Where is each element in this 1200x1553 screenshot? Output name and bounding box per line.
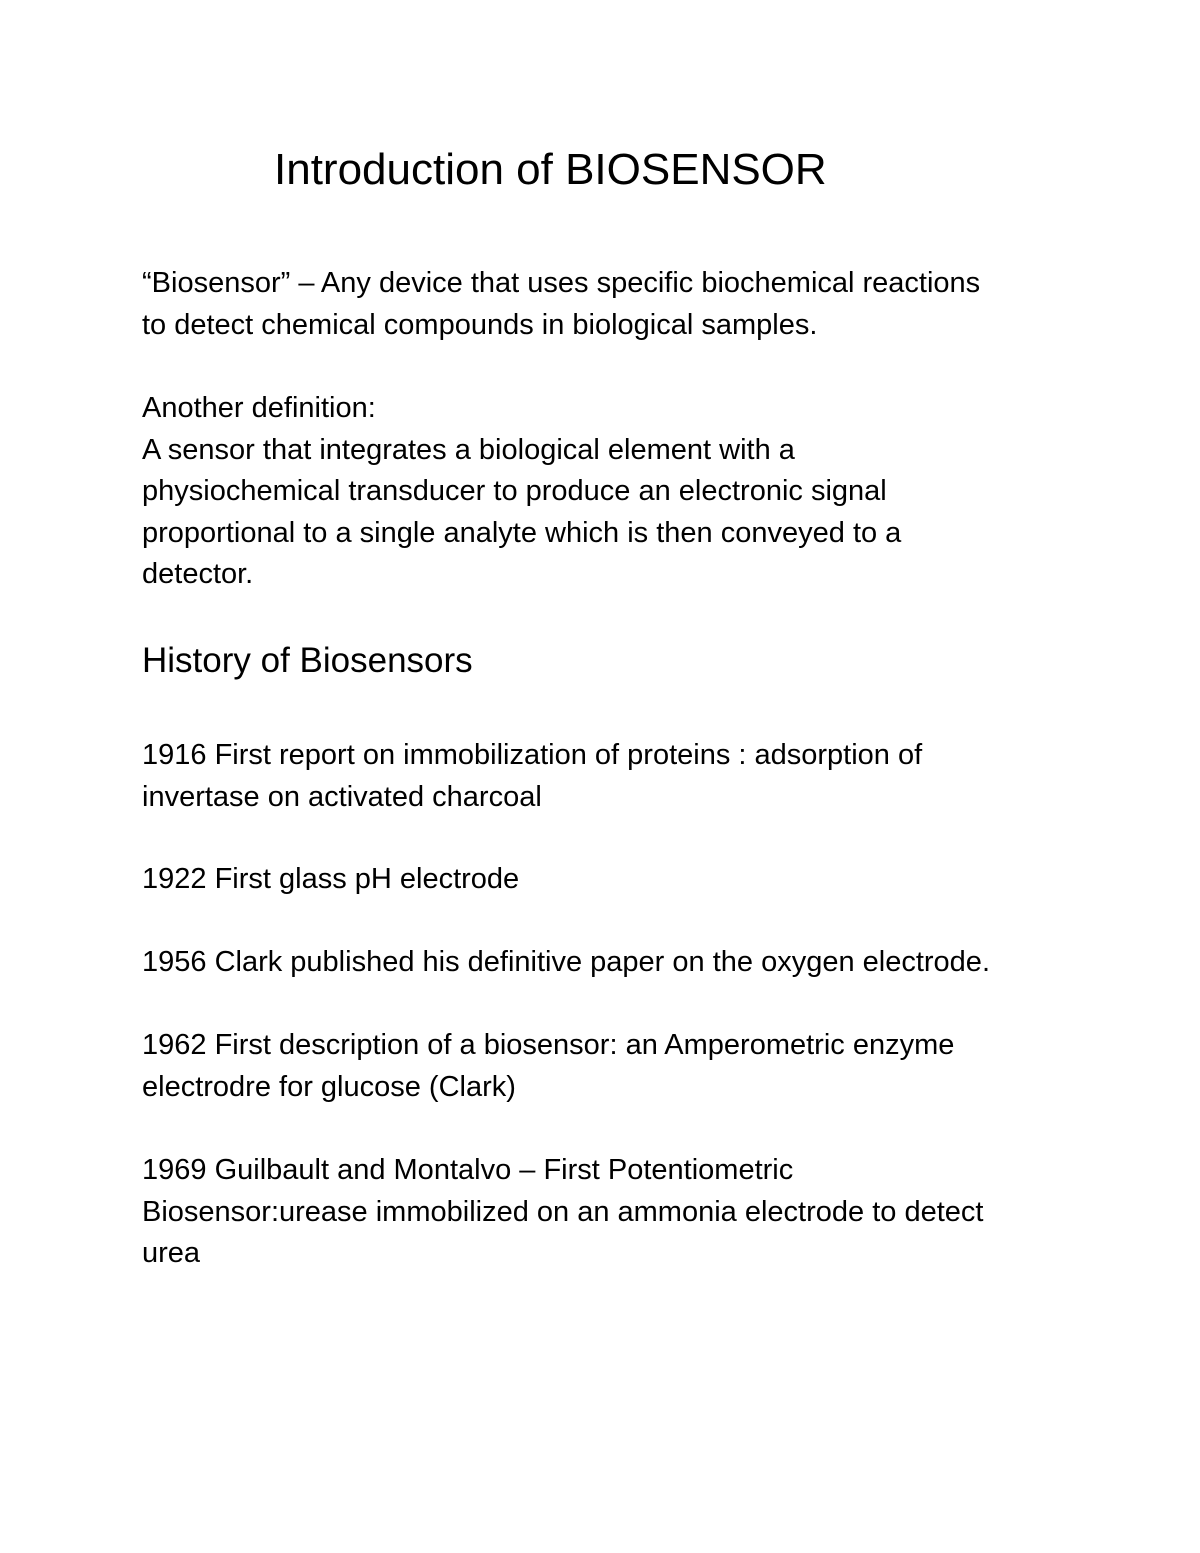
another-definition-paragraph (142, 388, 1102, 596)
another-definition-label: Another definition: (142, 392, 376, 424)
history-entry-line: electrodre for glucose (Clark) (142, 1070, 516, 1103)
definition-line: to detect chemical compounds in biological samples. (142, 308, 818, 341)
history-entry-1922 (142, 859, 1102, 901)
history-heading: History of Biosensors (142, 641, 473, 680)
history-entry-line: 1916 First report on immobilization of proteins : adsorption of (142, 739, 923, 771)
definition-line: “Biosensor” – Any device that uses specific biochemical reactions (142, 267, 981, 299)
another-definition-line: physiochemical transducer to produce an electronic signal (142, 475, 887, 507)
document-title: Introduction of BIOSENSOR (274, 145, 827, 194)
history-entry-line: 1969 Guilbault and Montalvo – First Potentiometric (142, 1154, 794, 1186)
history-entry-line: 1922 First glass pH electrode (142, 863, 520, 895)
another-definition-line: A sensor that integrates a biological element with a (142, 433, 795, 466)
history-entry-1969 (142, 1150, 1102, 1275)
history-entry-line: 1956 Clark published his definitive paper on the oxygen electrode. (142, 946, 990, 978)
history-entry-1916 (142, 735, 1102, 818)
definition-paragraph (142, 263, 1102, 346)
history-entry-1962 (142, 1025, 1102, 1108)
history-entry-line: Biosensor:urease immobilized on an ammonia electrode to detect (142, 1195, 984, 1228)
history-entry-1956 (142, 942, 1102, 984)
history-entry-line: invertase on activated charcoal (142, 780, 542, 813)
another-definition-line: proportional to a single analyte which is then conveyed to a (142, 516, 902, 549)
history-entry-line: urea (142, 1237, 201, 1269)
history-entry-line: 1962 First description of a biosensor: an Amperometric enzyme (142, 1029, 955, 1061)
another-definition-line: detector. (142, 558, 254, 590)
